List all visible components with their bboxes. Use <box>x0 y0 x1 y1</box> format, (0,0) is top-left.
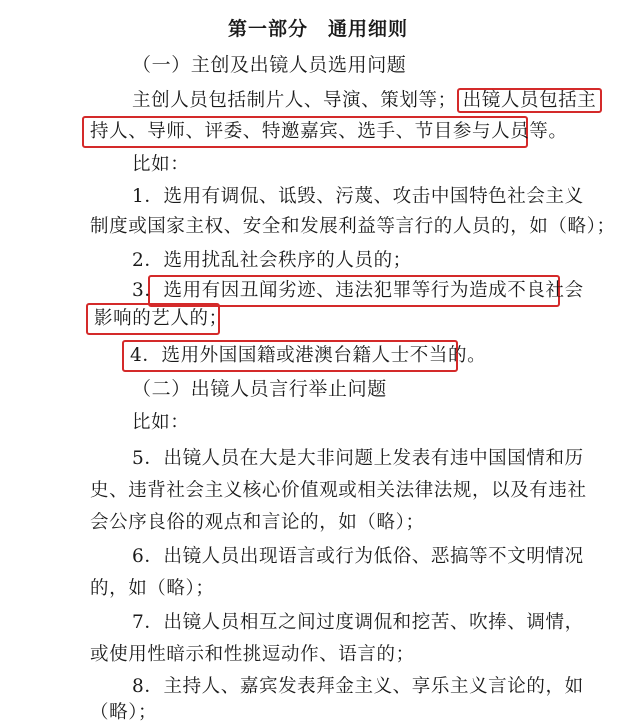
list-item-3 <box>132 278 584 304</box>
text-span: 选用有因丑闻劣迹、违法犯罪等行为造成不良社会 <box>163 280 584 301</box>
list-item-1-cont: 制度或国家主权、安全和发展利益等言行的人员的，如（略）； <box>90 216 616 237</box>
list-item-5-cont: 会公序良俗的观点和言论的，如（略）； <box>90 512 425 533</box>
paragraph-line <box>132 88 602 114</box>
list-item-6: 6．出镜人员出现语言或行为低俗、恶搞等不文明情况 <box>132 546 584 567</box>
list-item-6-cont: 的，如（略）； <box>90 578 215 599</box>
list-item-1: 1．选用有调侃、诋毁、污蔑、攻击中国特色社会主义 <box>132 186 584 207</box>
list-item-5-cont: 史、违背社会主义核心价值观或相关法律法规，以及有违社 <box>90 480 587 501</box>
list-item-8-cont: （略）； <box>90 702 158 723</box>
example-label: 比如： <box>132 412 190 433</box>
paragraph-line: 持人、导师、评委、特邀嘉宾、选手、节目参与人员等。 <box>90 121 568 142</box>
list-item-7-cont: 或使用性暗示和性挑逗动作、语言的； <box>90 644 415 665</box>
text-span: 主创人员包括制片人、导演、策划等； <box>132 90 457 111</box>
section-2-heading: （二）出镜人员言行举止问题 <box>132 378 387 400</box>
list-item-8: 8．主持人、嘉宾发表拜金主义、享乐主义言论的，如 <box>132 676 584 697</box>
list-item-2: 2．选用扰乱社会秩序的人员的； <box>132 250 412 271</box>
highlight-box: 出镜人员包括主 <box>457 88 603 113</box>
list-item-5: 5．出镜人员在大是大非问题上发表有违中国国情和历 <box>132 448 584 469</box>
list-item-3-cont: 影响的艺人的； <box>94 308 228 329</box>
list-item-7: 7．出镜人员相互之间过度调侃和挖苦、吹捧、调情， <box>132 612 584 633</box>
list-number: 3． <box>132 280 164 301</box>
list-item-4: 4．选用外国国籍或港澳台籍人士不当的。 <box>130 345 487 366</box>
example-label: 比如： <box>132 154 190 175</box>
section-1-heading: （一）主创及出镜人员选用问题 <box>132 54 407 76</box>
part-title: 第一部分 通用细则 <box>227 18 408 40</box>
